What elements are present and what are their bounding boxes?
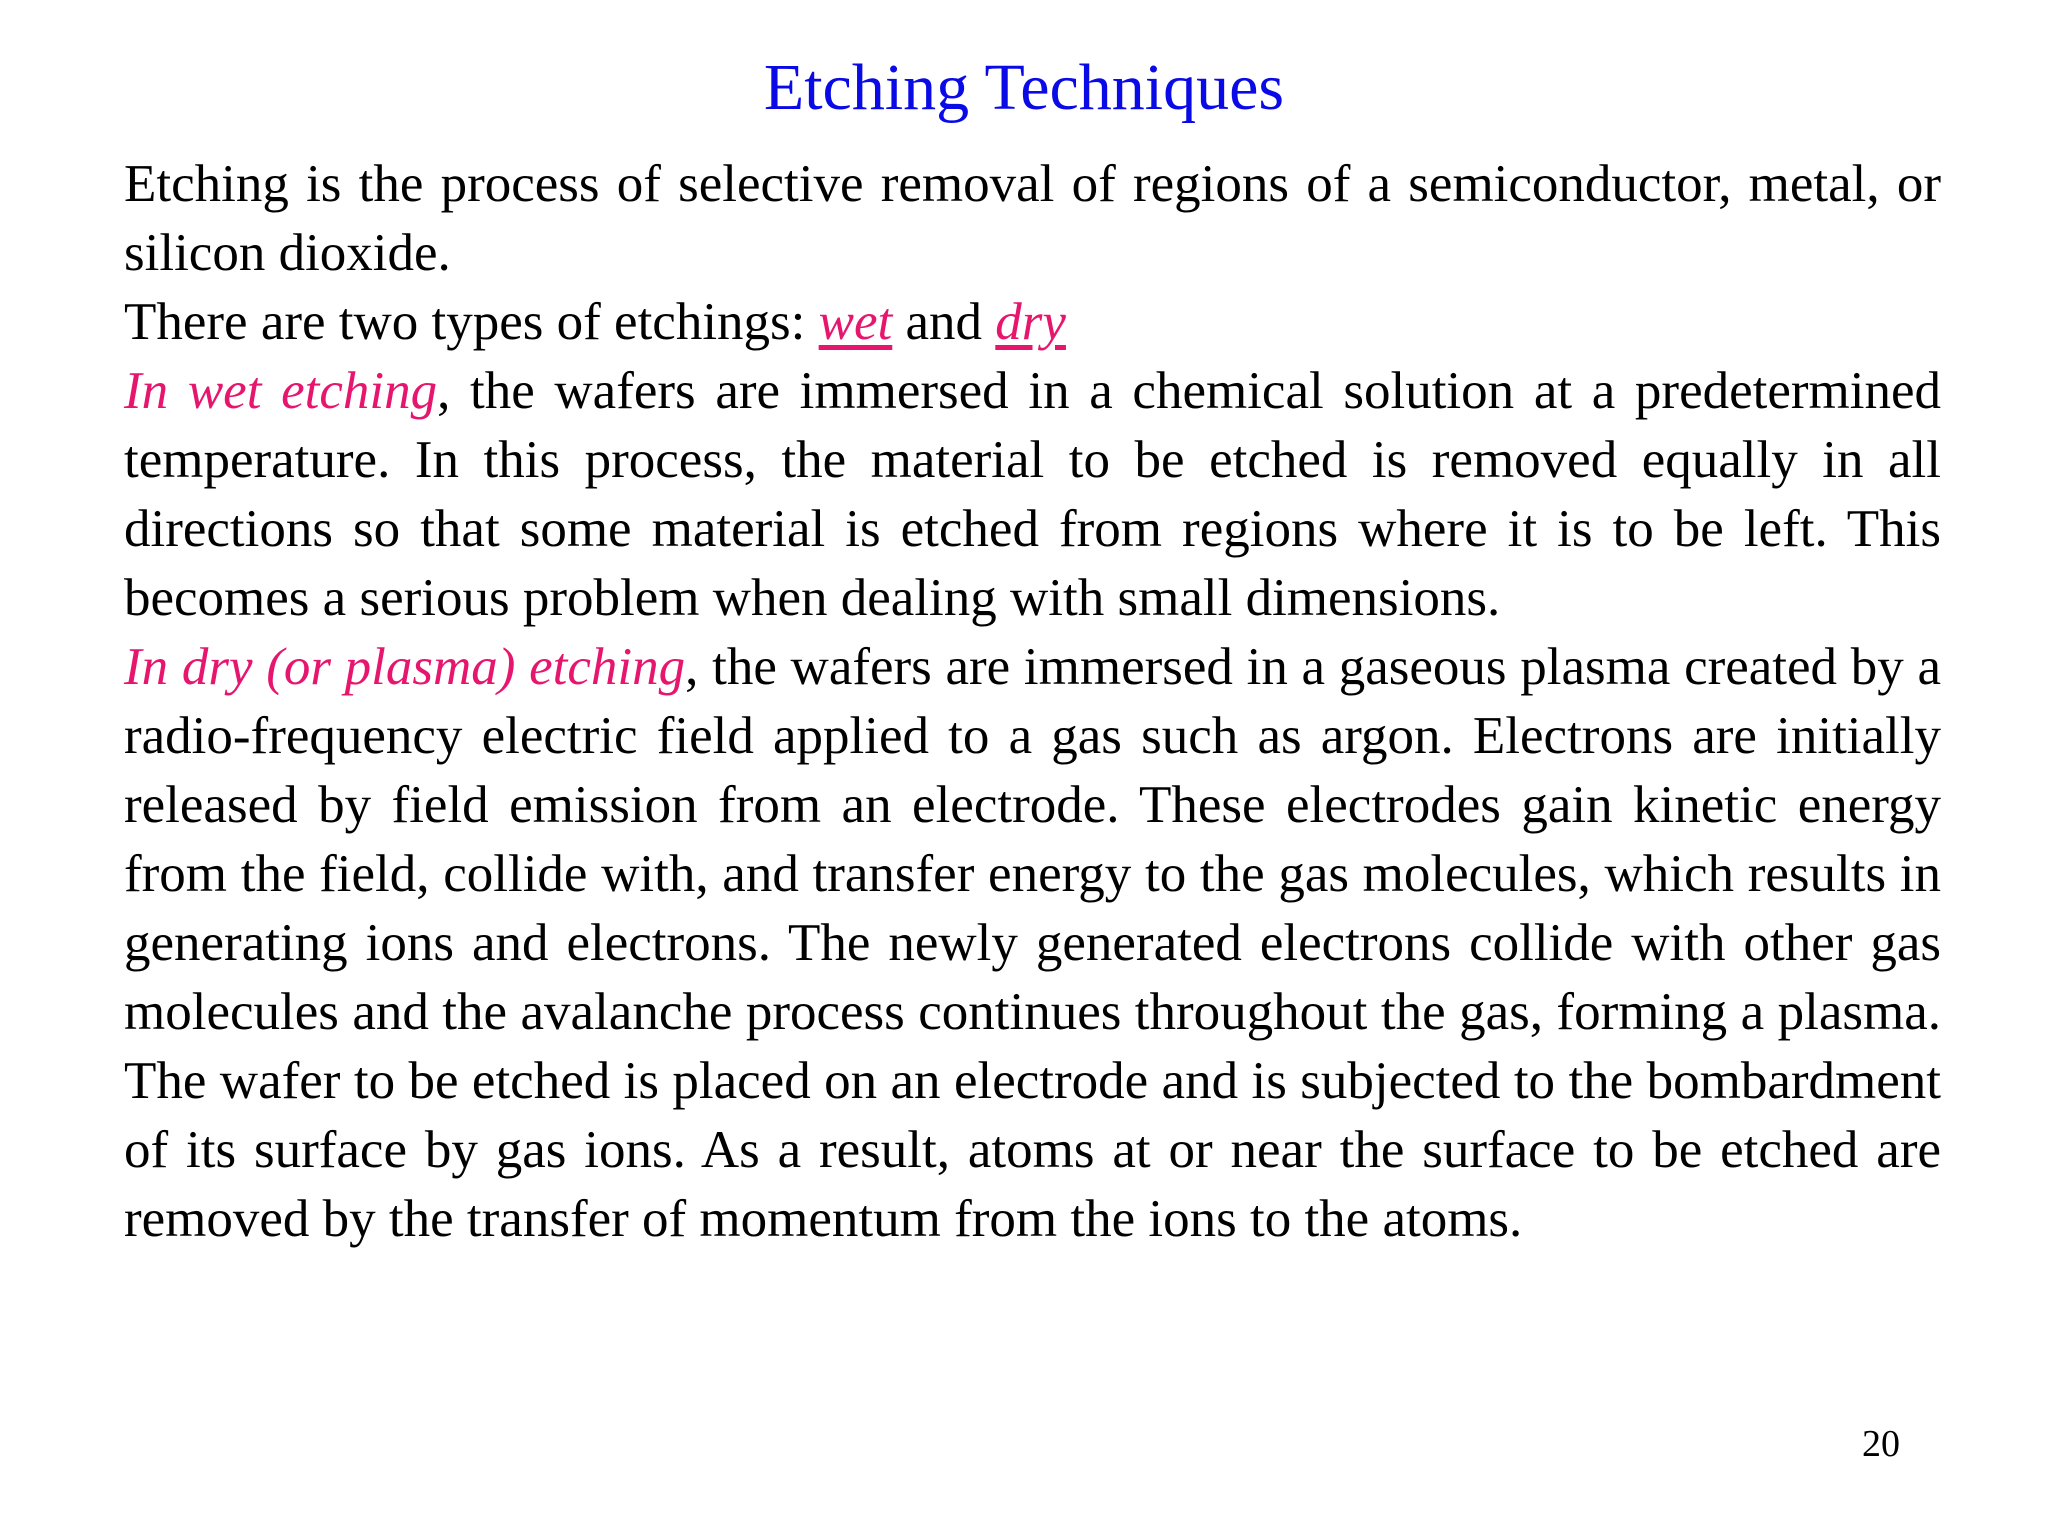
page-number: 20	[1862, 1423, 1900, 1465]
definition-paragraph: Etching is the process of selective removal of regions of a semiconductor, metal, or silicon dioxide.	[124, 155, 1941, 282]
wet-etching-lead: In wet etching	[124, 362, 438, 420]
etching-types-paragraph	[124, 288, 1941, 357]
wet-etching-text: , the wafers are immersed in a chemical solution at a predetermined temperature. In this process, the material to be etched is removed equally in all directions so that some material is etched from regions where it is to be left. This becomes a serious problem when dealing with small dimensions.	[124, 362, 1941, 627]
dry-etching-lead: In dry (or plasma) etching	[124, 638, 686, 696]
types-connector: and	[892, 293, 996, 351]
wet-etching-paragraph	[124, 357, 1941, 633]
slide-title: Etching Techniques	[763, 51, 1285, 124]
dry-etching-text: , the wafers are immersed in a gaseous plasma created by a radio-frequency electric field applied to a gas such as argon. Electrons are initially released by field emission from an electrode. These electrodes gain kinetic energy from the field, collide with, and transfer energy to the gas molecules, which results in generating ions and electrons. The newly generated electrons collide with other gas molecules and the avalanche process continues throughout the gas, forming a plasma. The wafer to be etched is placed on an electrode and is subjected to the bombardment of its surface by gas ions. As a result, atoms at or near the surface to be etched are removed by the transfer of momentum from the ions to the atoms.	[124, 638, 1941, 1248]
wet-link[interactable]: wet	[818, 293, 893, 351]
dry-link[interactable]: dry	[995, 293, 1066, 351]
types-prefix: There are two types of etchings:	[124, 293, 819, 351]
dry-etching-paragraph	[124, 633, 1941, 1254]
slide-body	[124, 150, 1941, 1254]
